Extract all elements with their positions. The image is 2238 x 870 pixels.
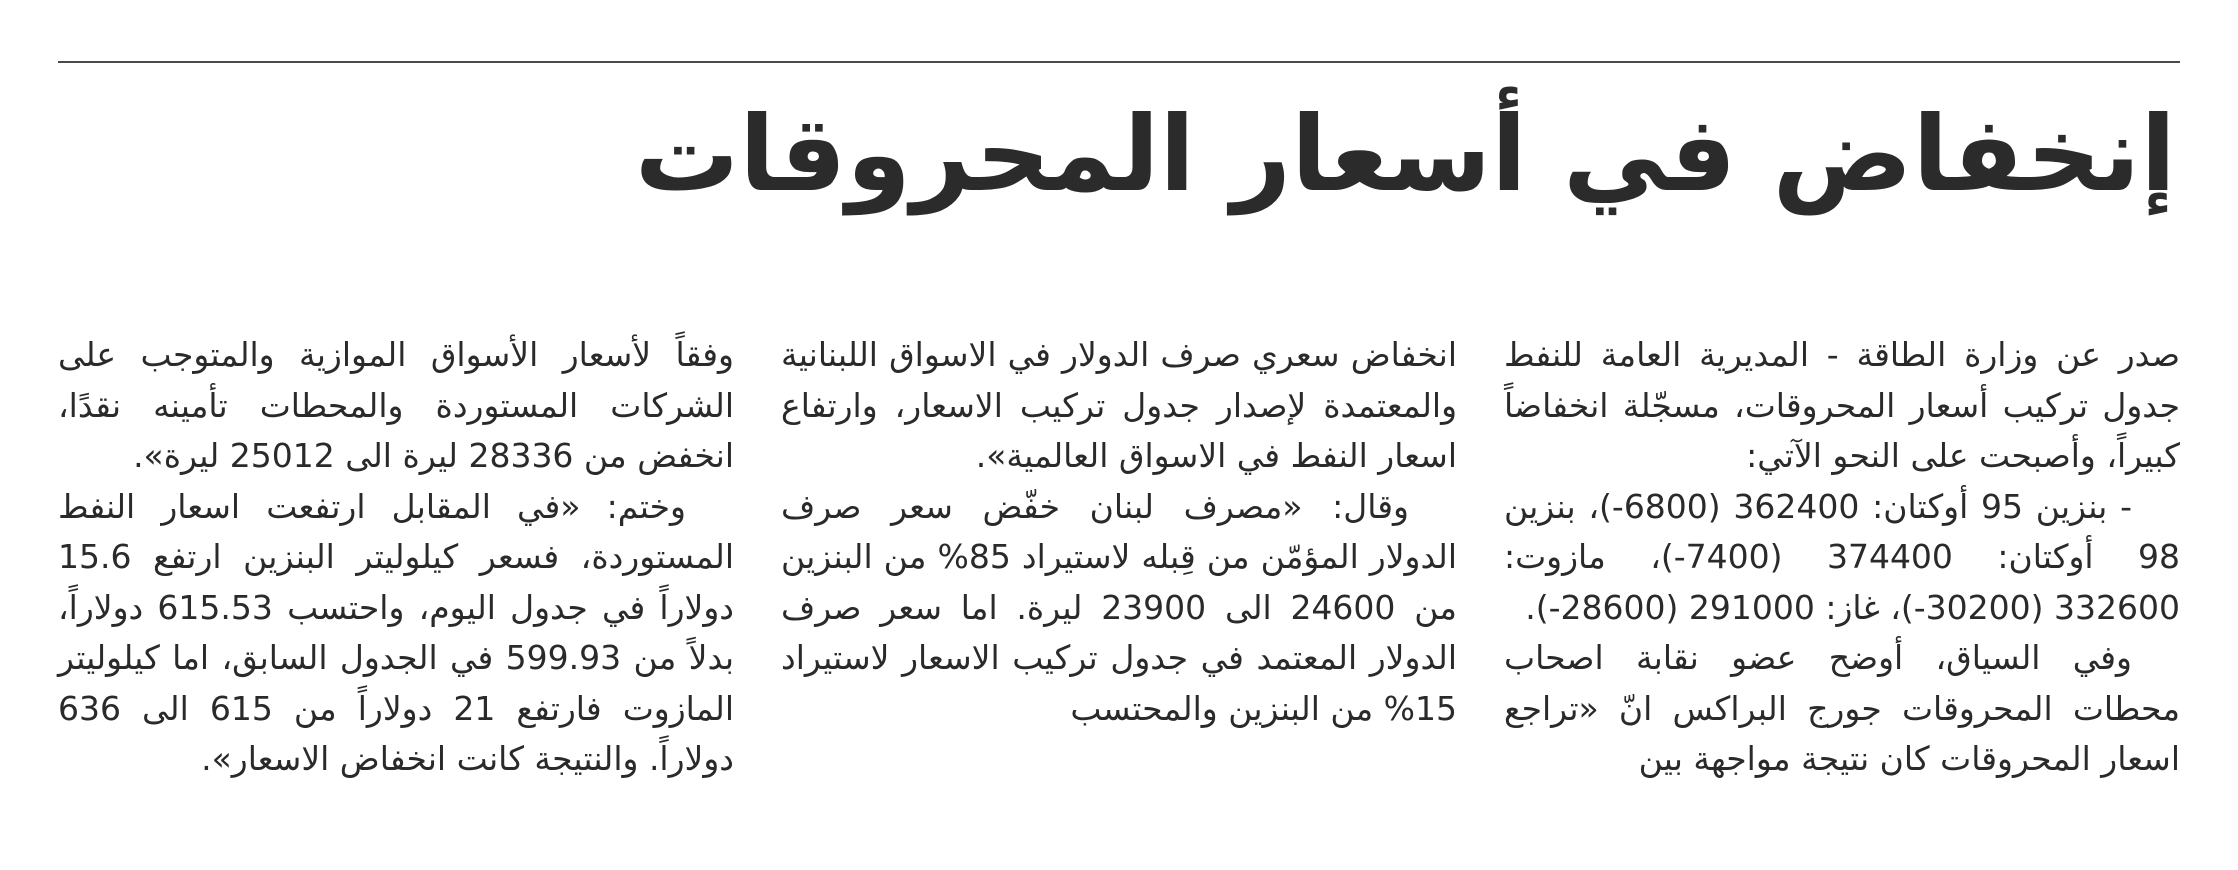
paragraph: وقال: «مصرف لبنان خفّض سعر صرف الدولار المؤمّن من قِبله لاستيراد 85% من البنزين من 24600 الى 23900 ليرة. اما سعر صرف الدولار المعتمد في جدول تركيب الاسعار لاستيراد 15% من البنزين والمحتسب [781,486,1458,728]
top-divider [58,61,2180,63]
paragraph: وختم: «في المقابل ارتفعت اسعار النفط المستوردة، فسعر كيلوليتر البنزين ارتفع 15.6 دولاراً في جدول اليوم، واحتسب 615.53 دولاراً، بدلاً من 599.93 في الجدول السابق، اما كيلوليتر المازوت فارتفع 21 دولاراً من 615 الى 636 دولاراً. والنتيجة كانت انخفاض الاسعار». [58,486,734,778]
article-column-3 [58,330,734,785]
headline: إنخفاض في أسعار المحروقات [634,93,2176,215]
article-column-1 [1504,330,2180,785]
paragraph: - بنزين 95 أوكتان: 362400 (6800-)، بنزين 98 أوكتان: 374400 (7400-)، مازوت: 332600 (30200-)، غاز: 291000 (28600-). [1504,486,2180,627]
paragraph: صدر عن وزارة الطاقة - المديرية العامة للنفط جدول تركيب أسعار المحروقات، مسجّلة انخفاضاً كبيراً، وأصبحت على النحو الآتي: [1504,335,2180,475]
paragraph: انخفاض سعري صرف الدولار في الاسواق اللبنانية والمعتمدة لإصدار جدول تركيب الاسعار، وارتفاع اسعار النفط في الاسواق العالمية». [781,335,1457,475]
paragraph: وفي السياق، أوضح عضو نقابة اصحاب محطات المحروقات جورج البراكس انّ «تراجع اسعار المحروقات كان نتيجة مواجهة بين [1504,638,2180,778]
paragraph: وفقاً لأسعار الأسواق الموازية والمتوجب على الشركات المستوردة والمحطات تأمينه نقدًا، انخفض من 28336 ليرة الى 25012 ليرة». [58,335,734,475]
article-column-2 [781,330,1457,734]
